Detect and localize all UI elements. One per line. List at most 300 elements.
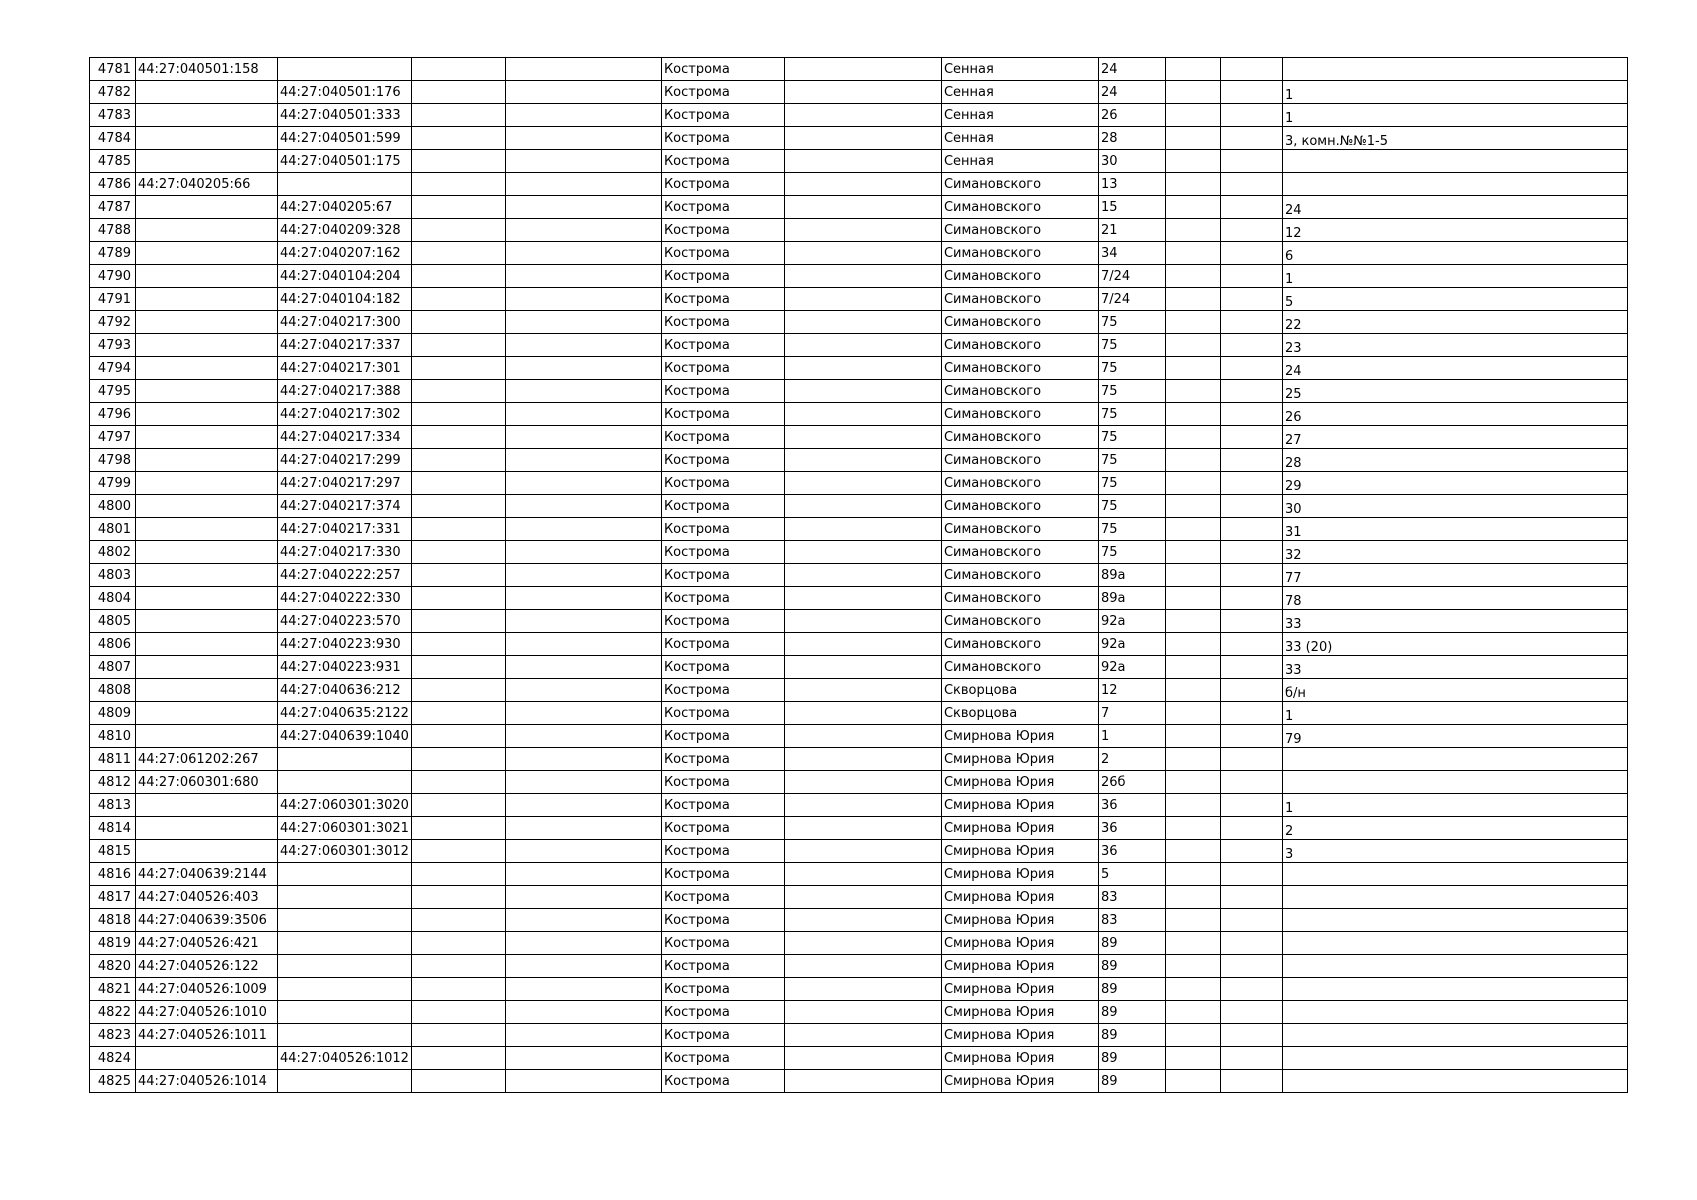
room-cadastral-number-cell: 44:27:040223:570	[278, 610, 412, 633]
empty-cell	[784, 242, 941, 265]
empty-cell	[505, 840, 661, 863]
empty-cell	[1220, 771, 1282, 794]
empty-cell	[784, 932, 941, 955]
table-row	[90, 334, 1628, 357]
room-cadastral-number-cell: 44:27:040501:333	[278, 104, 412, 127]
empty-cell	[1165, 150, 1220, 173]
apartment-cell: 12	[1282, 219, 1627, 242]
street-cell: Симановского	[941, 610, 1098, 633]
street-cell: Смирнова Юрия	[941, 886, 1098, 909]
empty-cell	[411, 518, 505, 541]
street-cell: Симановского	[941, 541, 1098, 564]
empty-cell	[411, 656, 505, 679]
row-number-cell: 4817	[90, 886, 136, 909]
empty-cell	[1165, 794, 1220, 817]
table-row	[90, 81, 1628, 104]
empty-cell	[505, 564, 661, 587]
city-cell: Кострома	[661, 748, 784, 771]
row-number-cell: 4815	[90, 840, 136, 863]
empty-cell	[411, 173, 505, 196]
row-number-cell: 4792	[90, 311, 136, 334]
row-number-cell: 4808	[90, 679, 136, 702]
room-cadastral-number-cell	[278, 173, 412, 196]
cadastral-number-cell	[136, 725, 278, 748]
room-cadastral-number-cell: 44:27:040217:299	[278, 449, 412, 472]
empty-cell	[1220, 265, 1282, 288]
house-number-cell: 7/24	[1098, 288, 1165, 311]
city-cell: Кострома	[661, 518, 784, 541]
empty-cell	[411, 817, 505, 840]
empty-cell	[411, 794, 505, 817]
city-cell: Кострома	[661, 357, 784, 380]
empty-cell	[411, 610, 505, 633]
city-cell: Кострома	[661, 817, 784, 840]
empty-cell	[505, 702, 661, 725]
empty-cell	[411, 725, 505, 748]
house-number-cell: 92а	[1098, 633, 1165, 656]
room-cadastral-number-cell: 44:27:040223:931	[278, 656, 412, 679]
empty-cell	[1220, 58, 1282, 81]
empty-cell	[1220, 219, 1282, 242]
room-cadastral-number-cell	[278, 1001, 412, 1024]
empty-cell	[411, 495, 505, 518]
empty-cell	[784, 564, 941, 587]
house-number-cell: 75	[1098, 495, 1165, 518]
empty-cell	[505, 380, 661, 403]
table-row	[90, 1024, 1628, 1047]
house-number-cell: 13	[1098, 173, 1165, 196]
street-cell: Симановского	[941, 403, 1098, 426]
empty-cell	[784, 357, 941, 380]
row-number-cell: 4797	[90, 426, 136, 449]
city-cell: Кострома	[661, 449, 784, 472]
house-number-cell: 89	[1098, 1024, 1165, 1047]
empty-cell	[1220, 472, 1282, 495]
empty-cell	[505, 978, 661, 1001]
empty-cell	[1220, 1070, 1282, 1093]
empty-cell	[1220, 633, 1282, 656]
empty-cell	[1220, 357, 1282, 380]
house-number-cell: 36	[1098, 817, 1165, 840]
cadastral-number-cell: 44:27:040526:1011	[136, 1024, 278, 1047]
table-body	[90, 58, 1628, 1093]
city-cell: Кострома	[661, 909, 784, 932]
cadastral-number-cell	[136, 219, 278, 242]
empty-cell	[784, 748, 941, 771]
city-cell: Кострома	[661, 1001, 784, 1024]
empty-cell	[505, 587, 661, 610]
empty-cell	[1165, 633, 1220, 656]
room-cadastral-number-cell: 44:27:040217:388	[278, 380, 412, 403]
table-row	[90, 150, 1628, 173]
house-number-cell: 75	[1098, 426, 1165, 449]
row-number-cell: 4787	[90, 196, 136, 219]
apartment-cell	[1282, 955, 1627, 978]
row-number-cell: 4823	[90, 1024, 136, 1047]
street-cell: Симановского	[941, 633, 1098, 656]
empty-cell	[411, 771, 505, 794]
street-cell: Смирнова Юрия	[941, 863, 1098, 886]
empty-cell	[1165, 58, 1220, 81]
table-row	[90, 725, 1628, 748]
empty-cell	[505, 518, 661, 541]
row-number-cell: 4794	[90, 357, 136, 380]
empty-cell	[505, 357, 661, 380]
cadastral-number-cell	[136, 426, 278, 449]
cadastral-number-cell: 44:27:060301:680	[136, 771, 278, 794]
row-number-cell: 4813	[90, 794, 136, 817]
street-cell: Симановского	[941, 173, 1098, 196]
row-number-cell: 4782	[90, 81, 136, 104]
table-row	[90, 679, 1628, 702]
street-cell: Смирнова Юрия	[941, 1070, 1098, 1093]
apartment-cell: 24	[1282, 196, 1627, 219]
empty-cell	[784, 978, 941, 1001]
empty-cell	[1165, 656, 1220, 679]
room-cadastral-number-cell: 44:27:040217:334	[278, 426, 412, 449]
empty-cell	[505, 771, 661, 794]
street-cell: Симановского	[941, 357, 1098, 380]
empty-cell	[505, 81, 661, 104]
empty-cell	[1220, 702, 1282, 725]
street-cell: Смирнова Юрия	[941, 748, 1098, 771]
house-number-cell: 28	[1098, 127, 1165, 150]
street-cell: Симановского	[941, 449, 1098, 472]
empty-cell	[1165, 932, 1220, 955]
table-row	[90, 702, 1628, 725]
city-cell: Кострома	[661, 127, 784, 150]
apartment-cell: 79	[1282, 725, 1627, 748]
empty-cell	[784, 127, 941, 150]
table-row	[90, 748, 1628, 771]
empty-cell	[1165, 1024, 1220, 1047]
room-cadastral-number-cell: 44:27:040217:331	[278, 518, 412, 541]
empty-cell	[1220, 150, 1282, 173]
row-number-cell: 4809	[90, 702, 136, 725]
empty-cell	[784, 656, 941, 679]
apartment-cell: 31	[1282, 518, 1627, 541]
room-cadastral-number-cell: 44:27:040104:204	[278, 265, 412, 288]
room-cadastral-number-cell: 44:27:040207:162	[278, 242, 412, 265]
empty-cell	[784, 840, 941, 863]
empty-cell	[1165, 403, 1220, 426]
empty-cell	[1220, 380, 1282, 403]
empty-cell	[1165, 495, 1220, 518]
empty-cell	[411, 1070, 505, 1093]
empty-cell	[505, 288, 661, 311]
city-cell: Кострома	[661, 104, 784, 127]
empty-cell	[411, 242, 505, 265]
apartment-cell	[1282, 886, 1627, 909]
empty-cell	[1165, 357, 1220, 380]
city-cell: Кострома	[661, 242, 784, 265]
empty-cell	[784, 449, 941, 472]
house-number-cell: 75	[1098, 541, 1165, 564]
empty-cell	[505, 1024, 661, 1047]
city-cell: Кострома	[661, 1047, 784, 1070]
empty-cell	[1165, 288, 1220, 311]
empty-cell	[784, 311, 941, 334]
cadastral-number-cell: 44:27:040526:1014	[136, 1070, 278, 1093]
empty-cell	[1165, 610, 1220, 633]
empty-cell	[1220, 449, 1282, 472]
empty-cell	[1220, 1001, 1282, 1024]
room-cadastral-number-cell: 44:27:040526:1012	[278, 1047, 412, 1070]
cadastral-number-cell	[136, 840, 278, 863]
empty-cell	[784, 58, 941, 81]
empty-cell	[784, 403, 941, 426]
table-row	[90, 265, 1628, 288]
apartment-cell: 1	[1282, 794, 1627, 817]
empty-cell	[505, 633, 661, 656]
table-row	[90, 58, 1628, 81]
room-cadastral-number-cell	[278, 771, 412, 794]
city-cell: Кострома	[661, 334, 784, 357]
empty-cell	[505, 725, 661, 748]
empty-cell	[784, 817, 941, 840]
table-row	[90, 909, 1628, 932]
empty-cell	[505, 265, 661, 288]
city-cell: Кострома	[661, 656, 784, 679]
empty-cell	[784, 702, 941, 725]
table-row	[90, 311, 1628, 334]
room-cadastral-number-cell: 44:27:040217:374	[278, 495, 412, 518]
street-cell: Смирнова Юрия	[941, 817, 1098, 840]
house-number-cell: 75	[1098, 449, 1165, 472]
empty-cell	[1165, 748, 1220, 771]
cadastral-number-cell	[136, 104, 278, 127]
table-row	[90, 357, 1628, 380]
empty-cell	[1165, 564, 1220, 587]
empty-cell	[1220, 127, 1282, 150]
empty-cell	[505, 449, 661, 472]
apartment-cell: 77	[1282, 564, 1627, 587]
row-number-cell: 4825	[90, 1070, 136, 1093]
empty-cell	[1165, 840, 1220, 863]
empty-cell	[505, 909, 661, 932]
cadastral-number-cell	[136, 541, 278, 564]
room-cadastral-number-cell	[278, 1024, 412, 1047]
house-number-cell: 89а	[1098, 587, 1165, 610]
empty-cell	[411, 863, 505, 886]
empty-cell	[411, 357, 505, 380]
city-cell: Кострома	[661, 679, 784, 702]
house-number-cell: 92а	[1098, 656, 1165, 679]
apartment-cell: 32	[1282, 541, 1627, 564]
empty-cell	[784, 1001, 941, 1024]
empty-cell	[1220, 840, 1282, 863]
row-number-cell: 4812	[90, 771, 136, 794]
empty-cell	[1165, 104, 1220, 127]
cadastral-number-cell	[136, 196, 278, 219]
empty-cell	[1165, 1070, 1220, 1093]
empty-cell	[1220, 196, 1282, 219]
room-cadastral-number-cell	[278, 955, 412, 978]
street-cell: Сенная	[941, 127, 1098, 150]
room-cadastral-number-cell: 44:27:040217:337	[278, 334, 412, 357]
empty-cell	[505, 1070, 661, 1093]
room-cadastral-number-cell: 44:27:040104:182	[278, 288, 412, 311]
empty-cell	[1165, 127, 1220, 150]
table-row	[90, 219, 1628, 242]
house-number-cell: 26	[1098, 104, 1165, 127]
street-cell: Скворцова	[941, 679, 1098, 702]
empty-cell	[1220, 334, 1282, 357]
cadastral-number-cell: 44:27:040526:122	[136, 955, 278, 978]
apartment-cell: 5	[1282, 288, 1627, 311]
apartment-cell	[1282, 771, 1627, 794]
empty-cell	[411, 449, 505, 472]
city-cell: Кострома	[661, 1070, 784, 1093]
street-cell: Смирнова Юрия	[941, 978, 1098, 1001]
table-row	[90, 288, 1628, 311]
row-number-cell: 4781	[90, 58, 136, 81]
table-row	[90, 541, 1628, 564]
empty-cell	[505, 242, 661, 265]
empty-cell	[1165, 702, 1220, 725]
room-cadastral-number-cell: 44:27:060301:3020	[278, 794, 412, 817]
street-cell: Симановского	[941, 587, 1098, 610]
house-number-cell: 24	[1098, 81, 1165, 104]
empty-cell	[411, 58, 505, 81]
empty-cell	[505, 656, 661, 679]
table-row	[90, 472, 1628, 495]
apartment-cell: 33 (20)	[1282, 633, 1627, 656]
row-number-cell: 4810	[90, 725, 136, 748]
apartment-cell	[1282, 978, 1627, 1001]
empty-cell	[411, 265, 505, 288]
empty-cell	[505, 1047, 661, 1070]
city-cell: Кострома	[661, 472, 784, 495]
empty-cell	[1220, 288, 1282, 311]
empty-cell	[505, 1001, 661, 1024]
table-row	[90, 495, 1628, 518]
street-cell: Симановского	[941, 311, 1098, 334]
empty-cell	[411, 426, 505, 449]
city-cell: Кострома	[661, 840, 784, 863]
cadastral-number-cell	[136, 311, 278, 334]
table-row	[90, 104, 1628, 127]
room-cadastral-number-cell: 44:27:040639:1040	[278, 725, 412, 748]
street-cell: Смирнова Юрия	[941, 1001, 1098, 1024]
empty-cell	[1220, 242, 1282, 265]
table-row	[90, 1001, 1628, 1024]
cadastral-number-cell	[136, 518, 278, 541]
apartment-cell: 33	[1282, 656, 1627, 679]
house-number-cell: 1	[1098, 725, 1165, 748]
empty-cell	[411, 932, 505, 955]
cadastral-number-cell	[136, 127, 278, 150]
table-row	[90, 817, 1628, 840]
empty-cell	[784, 219, 941, 242]
city-cell: Кострома	[661, 173, 784, 196]
city-cell: Кострома	[661, 1024, 784, 1047]
row-number-cell: 4786	[90, 173, 136, 196]
empty-cell	[784, 334, 941, 357]
row-number-cell: 4821	[90, 978, 136, 1001]
empty-cell	[1220, 541, 1282, 564]
cadastral-number-cell	[136, 403, 278, 426]
street-cell: Симановского	[941, 495, 1098, 518]
street-cell: Смирнова Юрия	[941, 771, 1098, 794]
table-row	[90, 656, 1628, 679]
empty-cell	[1220, 794, 1282, 817]
empty-cell	[1220, 656, 1282, 679]
apartment-cell: 25	[1282, 380, 1627, 403]
street-cell: Сенная	[941, 58, 1098, 81]
room-cadastral-number-cell	[278, 748, 412, 771]
cadastral-number-cell	[136, 794, 278, 817]
empty-cell	[505, 886, 661, 909]
empty-cell	[411, 955, 505, 978]
table-row	[90, 173, 1628, 196]
room-cadastral-number-cell: 44:27:040501:599	[278, 127, 412, 150]
row-number-cell: 4816	[90, 863, 136, 886]
house-number-cell: 5	[1098, 863, 1165, 886]
house-number-cell: 30	[1098, 150, 1165, 173]
apartment-cell: 3, комн.№№1-5	[1282, 127, 1627, 150]
empty-cell	[505, 748, 661, 771]
cadastral-number-cell	[136, 334, 278, 357]
empty-cell	[1220, 495, 1282, 518]
city-cell: Кострома	[661, 564, 784, 587]
empty-cell	[505, 472, 661, 495]
room-cadastral-number-cell: 44:27:040501:175	[278, 150, 412, 173]
row-number-cell: 4802	[90, 541, 136, 564]
cadastral-number-cell	[136, 564, 278, 587]
empty-cell	[1165, 863, 1220, 886]
empty-cell	[1165, 955, 1220, 978]
house-number-cell: 75	[1098, 380, 1165, 403]
apartment-cell: 30	[1282, 495, 1627, 518]
table-row	[90, 978, 1628, 1001]
house-number-cell: 7	[1098, 702, 1165, 725]
cadastral-number-cell: 44:27:040526:403	[136, 886, 278, 909]
empty-cell	[505, 955, 661, 978]
city-cell: Кострома	[661, 863, 784, 886]
empty-cell	[505, 426, 661, 449]
empty-cell	[1220, 725, 1282, 748]
empty-cell	[1220, 978, 1282, 1001]
empty-cell	[1165, 679, 1220, 702]
empty-cell	[784, 81, 941, 104]
street-cell: Смирнова Юрия	[941, 909, 1098, 932]
empty-cell	[784, 265, 941, 288]
city-cell: Кострома	[661, 541, 784, 564]
house-number-cell: 12	[1098, 679, 1165, 702]
apartment-cell: б/н	[1282, 679, 1627, 702]
table-row	[90, 449, 1628, 472]
room-cadastral-number-cell: 44:27:040217:301	[278, 357, 412, 380]
table-row	[90, 886, 1628, 909]
empty-cell	[411, 748, 505, 771]
apartment-cell: 1	[1282, 81, 1627, 104]
row-number-cell: 4796	[90, 403, 136, 426]
room-cadastral-number-cell: 44:27:040209:328	[278, 219, 412, 242]
house-number-cell: 36	[1098, 840, 1165, 863]
cadastral-number-cell	[136, 288, 278, 311]
room-cadastral-number-cell	[278, 932, 412, 955]
empty-cell	[1165, 771, 1220, 794]
row-number-cell: 4824	[90, 1047, 136, 1070]
empty-cell	[411, 219, 505, 242]
row-number-cell: 4801	[90, 518, 136, 541]
cadastral-number-cell	[136, 656, 278, 679]
empty-cell	[1165, 587, 1220, 610]
city-cell: Кострома	[661, 794, 784, 817]
cadastral-number-cell	[136, 242, 278, 265]
house-number-cell: 89а	[1098, 564, 1165, 587]
